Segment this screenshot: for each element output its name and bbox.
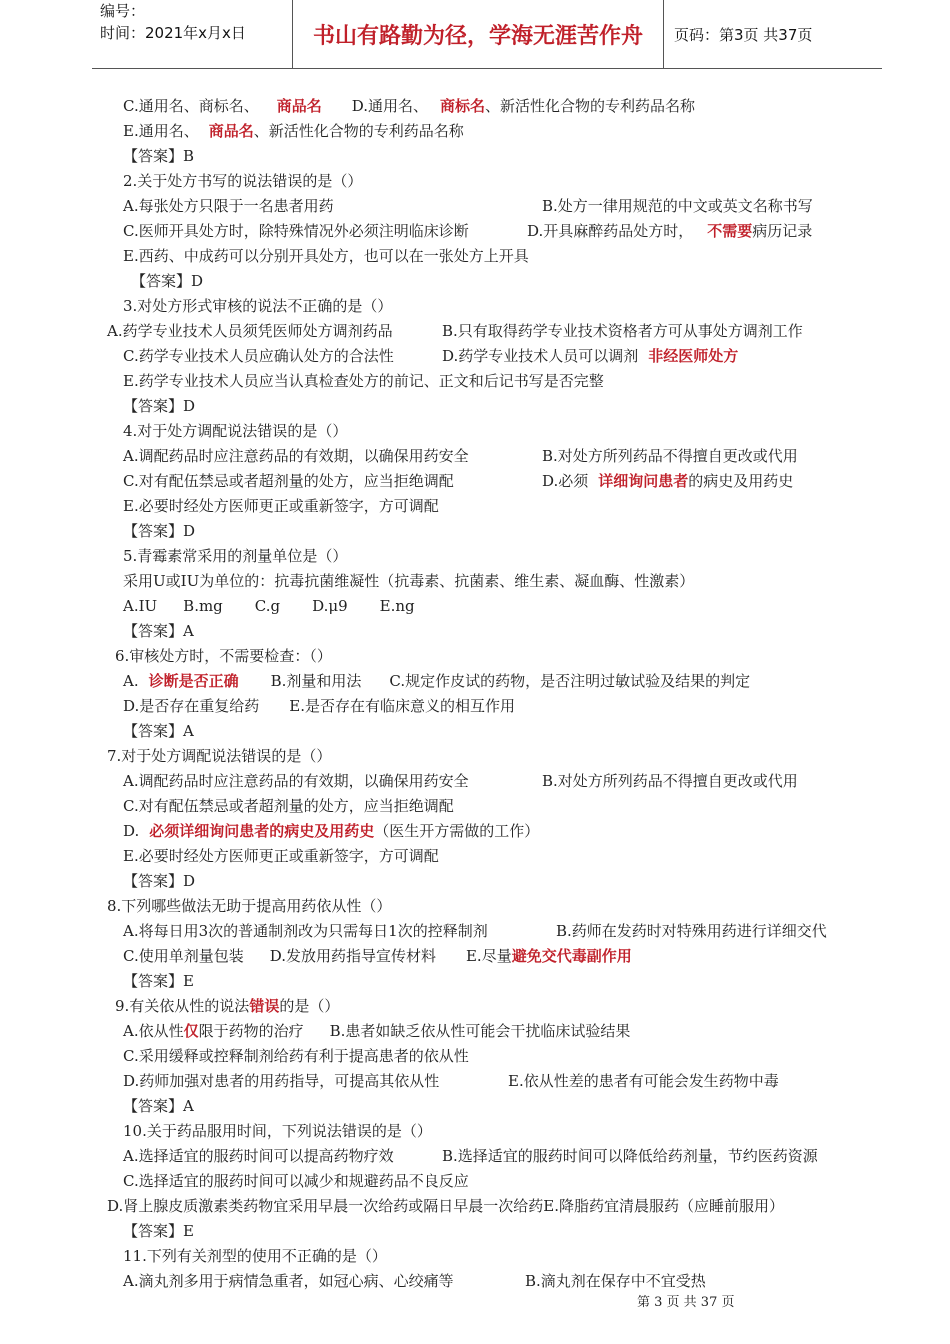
answer-line: 【答案】D (131, 272, 204, 290)
option-line: A.调配药品时应注意药品的有效期，以确保用药安全 (123, 447, 469, 465)
option-line: C.选择适宜的服药时间可以减少和规避药品不良反应 (123, 1172, 469, 1190)
question-line: 11.下列有关剂型的使用不正确的是（） (123, 1247, 387, 1265)
option-line: D.药学专业技术人员可以调剂 非经医师处方 (442, 347, 739, 365)
option-line: D.开具麻醉药品处方时， 不需要病历记录 (527, 222, 813, 240)
option-line: A.每张处方只限于一名患者用药 (123, 197, 334, 215)
option-line: C.采用缓释或控释制剂给药有利于提高患者的依从性 (123, 1047, 469, 1065)
option-line: B.处方一律用规范的中文或英文名称书写 (542, 197, 813, 215)
page-footer: 第 3 页 共 37 页 (637, 1295, 735, 1310)
text-line: E.通用名、 商品名、新活性化合物的专利药品名称 (123, 122, 464, 140)
option-line: D. 必须详细询问患者的病史及用药史（医生开方需做的工作） (123, 822, 540, 840)
option-line: B.只有取得药学专业技术资格者方可从事处方调剂工作 (442, 322, 803, 340)
header-meta (92, 0, 293, 68)
text-line: C.通用名、商标名、 商品名 D.通用名、 商标名、新活性化合物的专利药品名称 (123, 97, 696, 115)
option-line: E.必要时经处方医师更正或重新签字，方可调配 (123, 497, 439, 515)
option-line: B.药师在发药时对特殊用药进行详细交代 (556, 922, 827, 940)
note-line: 采用U或IU为单位的：抗毒抗菌维凝性（抗毒素、抗菌素、维生素、凝血酶、性激素） (123, 572, 695, 590)
answer-line: 【答案】A (123, 622, 194, 640)
option-line: E.西药、中成药可以分别开具处方，也可以在一张处方上开具 (123, 247, 529, 265)
question-line: 8.下列哪些做法无助于提高用药依从性（） (107, 897, 392, 915)
option-line: B.选择适宜的服药时间可以降低给药剂量，节约医药资源 (442, 1147, 818, 1165)
question-line: 9.有关依从性的说法错误的是（） (115, 997, 340, 1015)
header-motto: 书山有路勤为径，学海无涯苦作舟 (293, 0, 664, 68)
option-line: D.是否存在重复给药 E.是否存在有临床意义的相互作用 (123, 697, 515, 715)
option-line: D.肾上腺皮质激素类药物宜采用早晨一次给药或隔日早晨一次给药E.降脂药宜清晨服药（应睡前服用） (107, 1197, 784, 1215)
option-line: E.依从性差的患者有可能会发生药物中毒 (508, 1072, 779, 1090)
option-line: E.药学专业技术人员应当认真检查处方的前记、正文和后记书写是否完整 (123, 372, 604, 390)
page-header (92, 0, 882, 69)
option-line: A.IU B.mg C.g D.μ9 E.ng (123, 597, 415, 615)
option-line: C.药学专业技术人员应确认处方的合法性 (123, 347, 394, 365)
option-line: A.药学专业技术人员须凭医师处方调剂药品 (107, 322, 393, 340)
option-line: A.滴丸剂多用于病情急重者，如冠心病、心绞痛等 (123, 1272, 454, 1290)
option-line: C.对有配伍禁忌或者超剂量的处方，应当拒绝调配 (123, 797, 454, 815)
question-line: 5.青霉素常采用的剂量单位是（） (123, 547, 348, 565)
option-line: B.对处方所列药品不得擅自更改或代用 (542, 447, 798, 465)
answer-line: 【答案】B (123, 147, 195, 165)
question-line: 10.关于药品服用时间，下列说法错误的是（） (123, 1122, 432, 1140)
answer-line: 【答案】D (123, 397, 196, 415)
question-line: 2.关于处方书写的说法错误的是（） (123, 172, 363, 190)
answer-line: 【答案】E (123, 1222, 194, 1240)
answer-line: 【答案】A (123, 1097, 194, 1115)
question-line: 7.对于处方调配说法错误的是（） (107, 747, 332, 765)
option-line: D.必须 详细询问患者的病史及用药史 (542, 472, 794, 490)
option-line: A.调配药品时应注意药品的有效期，以确保用药安全 (123, 772, 469, 790)
option-line: D.药师加强对患者的用药指导，可提高其依从性 (123, 1072, 440, 1090)
header-page-label: 页码：第3页 共37页 (674, 25, 813, 44)
question-line: 4.对于处方调配说法错误的是（） (123, 422, 348, 440)
question-line: 3.对处方形式审核的说法不正确的是（） (123, 297, 393, 315)
option-line: A.依从性仅限于药物的治疗 B.患者如缺乏依从性可能会干扰临床试验结果 (123, 1022, 631, 1040)
option-line: A. 诊断是否正确 B.剂量和用法 C.规定作皮试的药物，是否注明过敏试验及结果的判定 (123, 672, 751, 690)
option-line: C.医师开具处方时，除特殊情况外必须注明临床诊断 (123, 222, 469, 240)
answer-line: 【答案】D (123, 872, 196, 890)
option-line: A.选择适宜的服药时间可以提高药物疗效 (123, 1147, 394, 1165)
option-line: E.必要时经处方医师更正或重新签字，方可调配 (123, 847, 439, 865)
number-label: 编号： (100, 2, 146, 20)
answer-line: 【答案】E (123, 972, 194, 990)
option-line: C.使用单剂量包装 D.发放用药指导宣传材料 E.尽量避免交代毒副作用 (123, 947, 632, 965)
option-line: A.将每日用3次的普通制剂改为只需每日1次的控释制剂 (123, 922, 488, 940)
answer-line: 【答案】D (123, 522, 196, 540)
option-line: C.对有配伍禁忌或者超剂量的处方，应当拒绝调配 (123, 472, 454, 490)
time-label: 时间：2021年x月x日 (100, 24, 246, 42)
option-line: B.对处方所列药品不得擅自更改或代用 (542, 772, 798, 790)
option-line: B.滴丸剂在保存中不宜受热 (525, 1272, 706, 1290)
answer-line: 【答案】A (123, 722, 194, 740)
question-line: 6.审核处方时，不需要检查：（） (115, 647, 332, 665)
